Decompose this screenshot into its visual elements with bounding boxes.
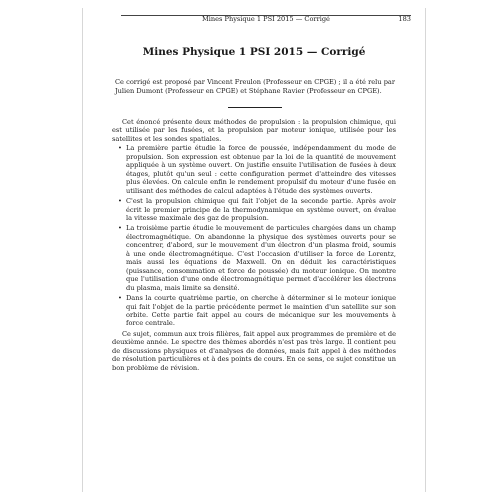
running-header	[121, 14, 411, 23]
bullet-icon: •	[118, 294, 122, 303]
list-item	[118, 144, 396, 195]
separator-rule	[228, 107, 282, 108]
body-text	[112, 118, 396, 372]
list-item	[118, 294, 396, 328]
list-item-text: La troisième partie étudie le mouvement de particules chargées dans un champ électromagnétique. On abandonne la physique des systèmes ouverts pour se concentrer, d'abord, sur le mouvement d'un électron d'un plasma froid, soumis à une onde électromagnétique. C'est l'occasion d'utiliser la force de Lorentz, mais aussi les équations de Maxwell. On en déduit les caractéristiques (puissance, consommation et force de poussée) du moteur ionique. On montre que l'utilisation d'une onde électromagnétique permet d'accélérer les électrons du plasma, mais limite sa densité.	[126, 224, 396, 292]
list-item-text: Dans la courte quatrième partie, on cherche à déterminer si le moteur ionique qui fait l'objet de la partie précédente permet le maintien d'un satellite sur son orbite. Cette partie fait appel au cours de mécanique sur les mouvements à force centrale.	[126, 294, 396, 328]
book-page	[82, 8, 426, 492]
bullet-icon: •	[118, 224, 122, 233]
credits-paragraph: Ce corrigé est proposé par Vincent Freulon (Professeur en CPGE) ; il a été relu par Julien Dumont (Professeur en CPGE) et Stéphane Ravier (Professeur en CPGE).	[115, 78, 395, 95]
list-item	[118, 224, 396, 292]
page-number: 183	[398, 15, 411, 23]
list-item	[118, 197, 396, 222]
page-title: Mines Physique 1 PSI 2015 — Corrigé	[142, 46, 366, 58]
bullet-icon: •	[118, 197, 122, 206]
parts-list	[112, 144, 396, 328]
intro-paragraph: Cet énoncé présente deux méthodes de propulsion : la propulsion chimique, qui est utilisée par les fusées, et la propulsion par moteur ionique, utilisée pour les satellites et les sondes spatiales.	[112, 118, 396, 143]
conclusion-paragraph: Ce sujet, commun aux trois filières, fait appel aux programmes de première et de deuxième année. Le spectre des thèmes abordés n'est pas très large. Il contient peu de discussions physiques et d'analyses de données, mais fait appel à des méthodes de résolution particulières et à des points de cours. En ce sens, ce sujet constitue un bon problème de révision.	[112, 329, 396, 372]
running-title: Mines Physique 1 PSI 2015 — Corrigé	[202, 15, 330, 23]
bullet-icon: •	[118, 144, 122, 153]
list-item-text: La première partie étudie la force de poussée, indépendamment du mode de propulsion. Son expression est obtenue par la loi de la quantité de mouvement appliquée à un système ouvert. On justifie ensuite l'utilisation de fusées à deux étages, plutôt qu'un seul : cette configuration permet d'atteindre des vitesses plus élevées. On calcule enfin le rendement propulsif du moteur d'une fusée en utilisant des méthodes de calcul adaptées à l'étude des systèmes ouverts.	[126, 144, 396, 195]
list-item-text: C'est la propulsion chimique qui fait l'objet de la seconde partie. Après avoir écrit le premier principe de la thermodynamique en système ouvert, on évalue la vitesse maximale des gaz de propulsion.	[126, 197, 396, 222]
